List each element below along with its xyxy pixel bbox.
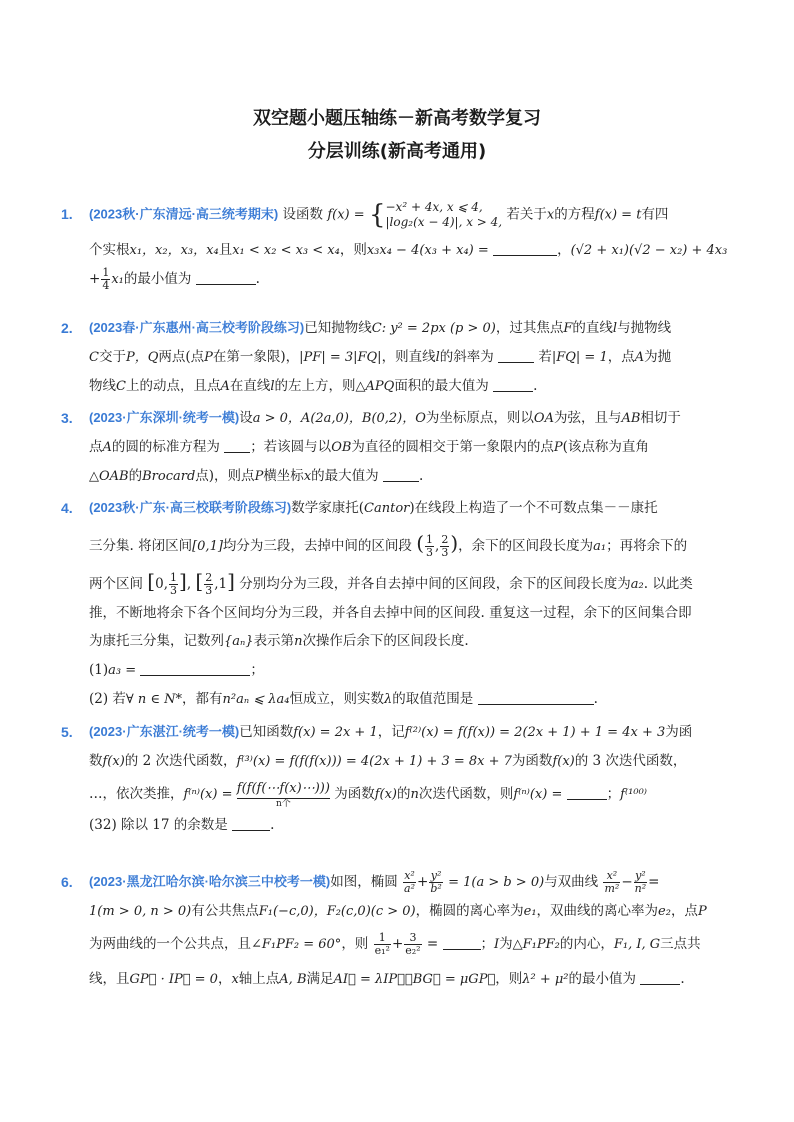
text: 为弦，且与 bbox=[553, 410, 622, 426]
question-3 bbox=[61, 404, 765, 491]
text: 若关于 bbox=[506, 206, 547, 223]
math: OA bbox=[533, 411, 554, 426]
text: . bbox=[593, 691, 598, 707]
math: f(x) bbox=[552, 754, 575, 769]
answer-blank[interactable] bbox=[478, 690, 594, 705]
math: |FQ| = 1 bbox=[551, 350, 608, 365]
question-line bbox=[65, 965, 765, 994]
math: λ² + μ² bbox=[522, 972, 569, 987]
text: 数学家康托( bbox=[291, 500, 365, 516]
answer-blank[interactable] bbox=[383, 467, 419, 482]
text: 的最小值为 bbox=[123, 271, 192, 287]
math: x bbox=[546, 207, 555, 223]
text: ，记 bbox=[377, 724, 405, 740]
question-2 bbox=[61, 314, 765, 401]
text: 的 2 次迭代函数， bbox=[124, 753, 237, 769]
math: f⁽²⁾(x) = f(f(x)) = 2(2x + 1) + 1 = 4x + 3 bbox=[404, 725, 666, 740]
text: ，点 bbox=[607, 349, 635, 365]
question-1 bbox=[61, 200, 765, 294]
math: a > 0，A(2a,0)，B(0,2)，O bbox=[252, 411, 426, 426]
bracket: ] bbox=[179, 569, 187, 593]
text: ，过其焦点 bbox=[495, 320, 564, 336]
question-line bbox=[65, 462, 765, 491]
math: P bbox=[204, 350, 213, 365]
math: e₂ bbox=[658, 904, 671, 919]
denominator: n² bbox=[634, 882, 647, 895]
math: C: y² = 2px (p > 0) bbox=[371, 321, 496, 336]
numerator: x² bbox=[404, 869, 415, 882]
fraction bbox=[374, 932, 391, 957]
question-line bbox=[65, 314, 765, 343]
fraction bbox=[440, 534, 449, 559]
question-number: 6. bbox=[61, 874, 73, 890]
math: AB bbox=[621, 411, 641, 426]
answer-blank[interactable] bbox=[140, 661, 250, 676]
text: 均分为三段，去掉中间的区间段 bbox=[222, 538, 412, 554]
answer-blank[interactable] bbox=[567, 785, 607, 800]
operator: = bbox=[426, 936, 439, 952]
text: 轴上点 bbox=[238, 971, 280, 987]
text: 恒成立，则实数 bbox=[289, 691, 385, 707]
math: F bbox=[563, 321, 573, 336]
answer-blank[interactable] bbox=[443, 935, 481, 950]
math: e₁ bbox=[523, 904, 537, 919]
math: λ bbox=[384, 692, 393, 707]
question-line bbox=[65, 236, 765, 265]
fraction bbox=[403, 870, 416, 895]
text: 有公共焦点 bbox=[191, 903, 259, 919]
fraction bbox=[404, 932, 421, 957]
math: x₁ < x₂ < x₃ < x₄ bbox=[232, 243, 340, 258]
text: 次迭代函数，则 bbox=[418, 786, 514, 802]
math: A bbox=[102, 440, 112, 455]
operator: = bbox=[648, 874, 660, 890]
bracket: [ bbox=[195, 569, 204, 593]
math: C bbox=[89, 350, 99, 365]
text: )在线段上构造了一个不可数点集－－康托 bbox=[409, 500, 658, 516]
text: 已知函数 bbox=[239, 724, 294, 740]
math: f(f(f(⋯f(x)⋯))) bbox=[237, 780, 330, 799]
question-4 bbox=[61, 494, 765, 714]
text: 为 bbox=[499, 936, 513, 952]
math: ∠F₁PF₂ = 60° bbox=[251, 937, 342, 952]
numerator: 1 bbox=[170, 571, 177, 584]
denominator: e₁² bbox=[374, 944, 390, 957]
question-line: 为两曲线的一个公共点，且∠F₁PF₂ = 60°，则 $\frac{1}{\text{e₁²}}$ + $\frac{3}{\text{e₂²}}$ = ；I为△F₁PF₂的内心，F₁, I, G三点共 bbox=[89, 931, 701, 957]
text: ，则直线 bbox=[381, 349, 436, 365]
text: (1) bbox=[89, 662, 109, 678]
math: f(x) = t bbox=[594, 207, 642, 223]
question-number: 2. bbox=[61, 320, 73, 336]
math: l bbox=[612, 321, 618, 336]
text: 的方程 bbox=[554, 206, 595, 223]
text: 有四 bbox=[641, 206, 669, 223]
underbrace-group bbox=[237, 780, 330, 809]
text: 表示第 bbox=[253, 633, 295, 649]
math: △APQ bbox=[355, 379, 395, 394]
denominator: 3 bbox=[426, 546, 434, 559]
denominator: e₂² bbox=[405, 944, 421, 957]
text: 物线 bbox=[89, 378, 116, 394]
answer-blank[interactable] bbox=[493, 241, 557, 256]
math: f⁽¹⁰⁰⁾ bbox=[620, 787, 647, 802]
text: ，则 bbox=[495, 971, 523, 987]
math: ,1 bbox=[214, 576, 228, 592]
question-number: 5. bbox=[61, 724, 73, 740]
denominator: a² bbox=[404, 882, 416, 895]
brace: { bbox=[368, 200, 386, 230]
text: 上的动点，且点 bbox=[125, 378, 221, 394]
text: ；若该圆与以 bbox=[250, 439, 332, 455]
math: n bbox=[410, 787, 419, 802]
math: a₂ bbox=[630, 577, 644, 592]
math: A bbox=[220, 379, 230, 394]
math: f(x) bbox=[374, 787, 398, 802]
text: 的最小值为 bbox=[568, 971, 637, 987]
subquestion-2 bbox=[65, 685, 765, 714]
math: n²aₙ ⩽ λa₄ bbox=[222, 692, 290, 707]
math: Brocard bbox=[142, 469, 196, 484]
question-5 bbox=[61, 718, 765, 839]
text: (2) 若 bbox=[89, 691, 126, 707]
paren: ) bbox=[450, 531, 459, 555]
text: 在第一象限)， bbox=[212, 349, 300, 365]
math: P bbox=[254, 469, 264, 484]
question-number: 1. bbox=[61, 206, 73, 222]
fraction bbox=[429, 870, 442, 895]
text: 的取值范围是 bbox=[392, 691, 474, 707]
text: 的左上方，则 bbox=[274, 378, 356, 394]
question-source: (2023·黑龙江哈尔滨·哈尔滨三中校考一模) bbox=[89, 874, 331, 889]
text: . bbox=[418, 468, 424, 484]
math: P bbox=[553, 440, 563, 455]
denominator: 4 bbox=[102, 279, 110, 292]
question-line bbox=[65, 718, 765, 747]
math: x₁ bbox=[111, 272, 124, 287]
question-line: 两个区间 [0, $\frac{1}{3}$ ], [ $\frac{2}{3}$ ,1] 分别均分为三段，并各自去掉中间的区间段，余下的区间段长度为a₂. 以此类 bbox=[89, 569, 693, 597]
text: 的直线 bbox=[572, 320, 613, 336]
question-6 bbox=[61, 868, 765, 994]
bracket: ] bbox=[227, 569, 235, 593]
fraction bbox=[169, 572, 178, 597]
piecewise bbox=[386, 200, 503, 230]
fraction bbox=[204, 572, 213, 597]
denominator: b² bbox=[430, 882, 442, 895]
piece-case: |log₂(x − 4)|, x > 4, bbox=[385, 215, 503, 229]
question-line: 推，不断地将余下各个区间均分为三段，并各自去掉中间的区间段. 重复这一过程，余下的区间集合即 bbox=[89, 605, 692, 621]
question-source: (2023春·广东惠州·高三校考阶段练习) bbox=[89, 320, 305, 335]
text: 线，且 bbox=[89, 971, 130, 987]
fraction bbox=[425, 534, 434, 559]
text: 相切于 bbox=[640, 410, 681, 426]
math: a₃ = bbox=[108, 663, 137, 678]
text: ，则 bbox=[341, 936, 369, 952]
text: 在直线 bbox=[229, 378, 271, 394]
text: ，则 bbox=[339, 242, 367, 258]
piece-case: −x² + 4x, x ⩽ 4, bbox=[385, 200, 483, 214]
math: F₁(−c,0)，F₂(c,0)(c > 0) bbox=[258, 904, 416, 919]
numerator: 3 bbox=[404, 932, 421, 945]
text: ，椭圆的离心率为 bbox=[415, 903, 524, 919]
text: 三点共 bbox=[660, 936, 701, 952]
numerator: 1 bbox=[374, 932, 391, 945]
underbrace-label: n个 bbox=[275, 799, 291, 809]
numerator: 2 bbox=[205, 571, 213, 584]
text: 且 bbox=[218, 242, 233, 258]
math: AI⃗ = λIP⃗，BG⃗ = μGP⃗ bbox=[333, 972, 496, 987]
answer-blank[interactable] bbox=[224, 438, 250, 453]
denominator: m² bbox=[604, 882, 620, 895]
text: ； bbox=[250, 662, 264, 678]
text: (32) 除以 17 的余数是 bbox=[89, 817, 228, 833]
text: ，都有 bbox=[182, 691, 223, 707]
numerator: 1 bbox=[102, 266, 110, 279]
answer-blank[interactable] bbox=[493, 377, 533, 392]
text: ；再将余下的 bbox=[606, 538, 688, 554]
denominator: 3 bbox=[170, 584, 177, 597]
math: f⁽³⁾(x) = f(f(f(x))) = 4(2x + 1) + 3 = 8x + 7 bbox=[236, 754, 512, 769]
math: △F₁PF₂ bbox=[512, 937, 560, 952]
text: ，点 bbox=[670, 903, 698, 919]
page-subtitle: 分层训练(新高考通用) bbox=[307, 141, 487, 162]
text: 如图，椭圆 bbox=[330, 874, 398, 890]
fraction bbox=[634, 870, 648, 895]
text: ， bbox=[557, 242, 571, 258]
text: 为直径的圆相交于第一象限内的点 bbox=[351, 439, 554, 455]
text: 三分集. 将闭区间 bbox=[89, 538, 193, 554]
text: 交于 bbox=[98, 349, 126, 365]
math: f(x) = bbox=[327, 207, 365, 223]
question-line bbox=[65, 747, 765, 776]
question-line bbox=[65, 627, 765, 656]
math: a₁ bbox=[593, 539, 607, 554]
math: I bbox=[494, 937, 500, 952]
fraction bbox=[101, 267, 110, 292]
question-line bbox=[65, 343, 765, 372]
text: 设函数 bbox=[282, 206, 324, 223]
math: f(x) bbox=[102, 754, 125, 769]
text: 与抛物线 bbox=[617, 320, 672, 336]
page-title: 双空题小题压轴练－新高考数学复习 bbox=[253, 108, 541, 129]
math: GP⃗ · IP⃗ = 0 bbox=[129, 972, 218, 987]
fraction bbox=[603, 870, 620, 895]
operator: − bbox=[621, 874, 633, 890]
text: 为抛 bbox=[644, 349, 672, 365]
math: △OAB bbox=[89, 469, 129, 484]
text: 满足 bbox=[306, 971, 334, 987]
question-number: 3. bbox=[61, 410, 73, 426]
question-source: (2023·广东深圳·统考一模) bbox=[89, 410, 240, 425]
answer-blank[interactable] bbox=[498, 348, 534, 363]
text: 的最大值为 bbox=[311, 468, 379, 484]
question-line bbox=[65, 404, 765, 433]
answer-blank[interactable] bbox=[232, 816, 270, 831]
denominator: 3 bbox=[441, 546, 449, 559]
text: 点 bbox=[89, 439, 103, 455]
text: ； bbox=[606, 786, 621, 802]
question-line bbox=[65, 433, 765, 462]
text: …，依次类推， bbox=[89, 786, 184, 802]
text: (该点称为直角 bbox=[562, 439, 649, 455]
math: l bbox=[435, 350, 440, 365]
math: 1(m > 0, n > 0) bbox=[89, 904, 192, 919]
text: 的圆的标准方程为 bbox=[111, 439, 220, 455]
math: [0,1] bbox=[192, 539, 223, 554]
text: 已知抛物线 bbox=[304, 320, 372, 336]
text: 的 bbox=[128, 468, 143, 484]
answer-blank[interactable] bbox=[196, 270, 256, 285]
question-line bbox=[65, 494, 765, 523]
math: f(x) = 2x + 1 bbox=[293, 725, 378, 740]
text: 的 3 次迭代函数， bbox=[574, 753, 687, 769]
math: f⁽ⁿ⁾(x) = bbox=[513, 787, 563, 802]
question-line bbox=[65, 897, 765, 926]
text: 数 bbox=[89, 753, 103, 769]
text: 个实根 bbox=[89, 242, 130, 258]
text: 两点(点 bbox=[158, 349, 205, 365]
text: . bbox=[255, 271, 260, 287]
math: Cantor bbox=[364, 501, 410, 516]
paren: ( bbox=[416, 531, 425, 555]
text: 若 bbox=[538, 349, 552, 365]
numerator: 1 bbox=[426, 533, 434, 546]
text: ，余下的区间段长度为 bbox=[458, 538, 594, 554]
text: 次操作后余下的区间段长度. bbox=[302, 633, 469, 649]
math: x bbox=[303, 469, 312, 484]
operator: + bbox=[417, 874, 429, 890]
question-line: 三分集. 将闭区间[0,1]均分为三段，去掉中间的区间段 ( $\frac{1}{3}$ , $\frac{2}{3}$ )，余下的区间段长度为a₁；再将余下的 bbox=[89, 531, 688, 559]
bracket: [ bbox=[147, 569, 156, 593]
math: x bbox=[231, 972, 239, 987]
text: . bbox=[680, 971, 685, 987]
text: 点)，则点 bbox=[195, 468, 255, 484]
text: . 以此类 bbox=[643, 576, 693, 592]
math: F₁, I, G bbox=[613, 937, 661, 952]
question-line bbox=[65, 372, 765, 401]
text: 两个区间 bbox=[89, 576, 143, 592]
text: 横坐标 bbox=[263, 468, 304, 484]
text: 为函数 bbox=[334, 786, 375, 802]
subquestion-1 bbox=[65, 656, 765, 685]
denominator: 3 bbox=[205, 584, 213, 597]
math: x₁，x₂，x₃，x₄ bbox=[129, 243, 219, 258]
math: P bbox=[697, 904, 707, 919]
math: = 1(a > b > 0) bbox=[448, 875, 545, 890]
text: 为函数 bbox=[511, 753, 553, 769]
math: A bbox=[634, 350, 645, 365]
question-line bbox=[65, 811, 765, 839]
math: |PF| = 3|FQ| bbox=[299, 350, 382, 365]
question-number: 4. bbox=[61, 500, 73, 516]
math: l bbox=[270, 379, 275, 394]
math: ∀ n ∈ N* bbox=[125, 692, 183, 707]
numerator: 2 bbox=[441, 533, 449, 546]
text: 分别均分为三段，并各自去掉中间的区间段，余下的区间段长度为 bbox=[239, 576, 631, 592]
text: 面积的最大值为 bbox=[394, 378, 489, 394]
text: 为康托三分集，记数列 bbox=[89, 633, 224, 649]
text: ， bbox=[217, 971, 232, 987]
numerator: y² bbox=[430, 869, 442, 882]
math: C bbox=[116, 379, 126, 394]
numerator: y² bbox=[635, 869, 646, 882]
text: ，双曲线的离心率为 bbox=[536, 903, 659, 919]
math: 0, bbox=[155, 576, 168, 592]
math: x₃x₄ − 4(x₃ + x₄) = bbox=[366, 243, 489, 258]
text: 与双曲线 bbox=[544, 874, 599, 890]
math: A, B bbox=[279, 972, 307, 987]
question-source: (2023·广东湛江·统考一模) bbox=[89, 724, 240, 739]
question-line bbox=[65, 780, 765, 809]
text: 设 bbox=[239, 410, 253, 426]
text: . bbox=[533, 378, 538, 394]
math: (√2 + x₁)(√2 − x₂) + 4x₃ bbox=[570, 243, 728, 258]
math: OB bbox=[331, 440, 352, 455]
text: 为坐标原点，则以 bbox=[425, 410, 534, 426]
text: ； bbox=[480, 936, 495, 952]
text: + bbox=[89, 271, 101, 287]
math: n bbox=[294, 634, 303, 649]
text: 的 bbox=[397, 786, 411, 802]
question-source: (2023秋·广东清远·高三统考期末) bbox=[89, 206, 279, 222]
text: 为两曲线的一个公共点，且 bbox=[89, 936, 251, 952]
text: 为函 bbox=[665, 724, 693, 740]
numerator: x² bbox=[603, 870, 620, 883]
question-line bbox=[65, 265, 765, 294]
math: f⁽ⁿ⁾(x) = bbox=[183, 787, 233, 802]
question-source: (2023秋·广东·高三校联考阶段练习) bbox=[89, 500, 292, 515]
question-line bbox=[65, 200, 765, 230]
answer-blank[interactable] bbox=[640, 970, 680, 985]
text: 的内心， bbox=[559, 936, 614, 952]
text: 的斜率为 bbox=[439, 349, 494, 365]
question-line bbox=[65, 868, 765, 897]
math: {aₙ} bbox=[224, 634, 254, 649]
text: . bbox=[270, 817, 275, 833]
math: P，Q bbox=[125, 350, 159, 365]
